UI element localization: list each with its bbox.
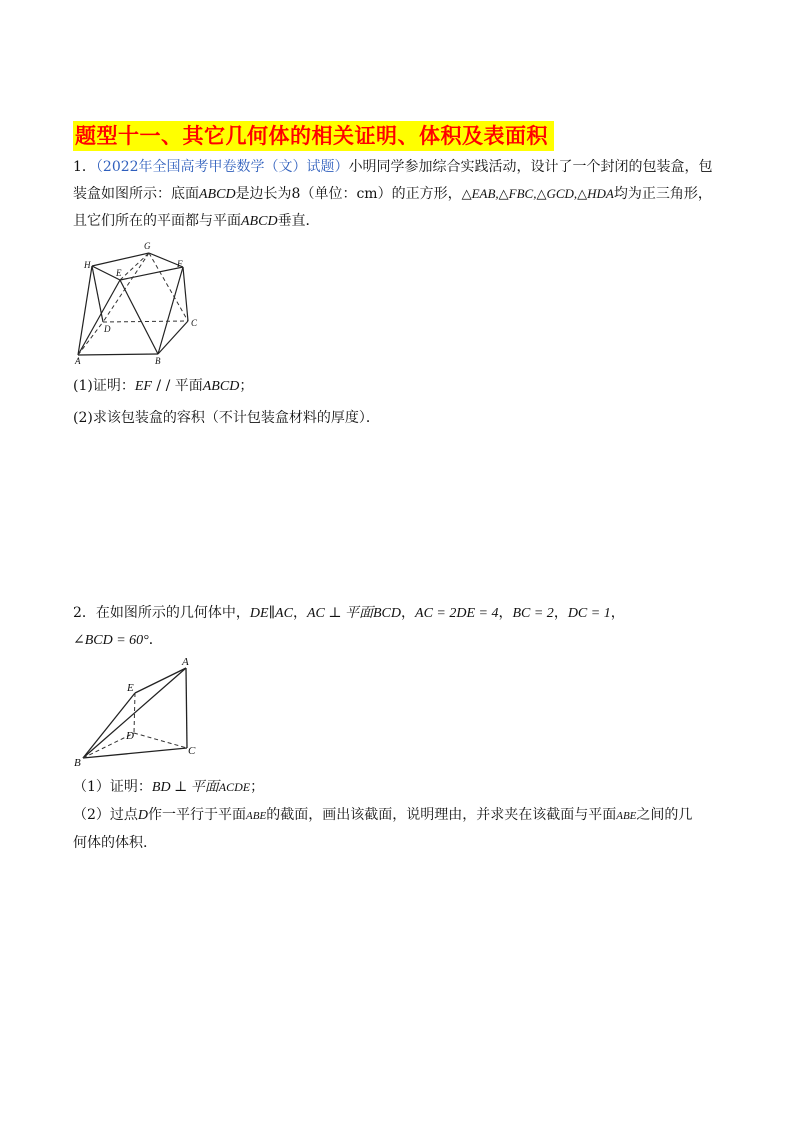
problem2-q2-line2: 何体的体积. — [73, 835, 148, 851]
problem2-q2-abe: ABE — [246, 810, 267, 822]
p1-label-c: C — [191, 318, 198, 328]
problem2-number: 2． — [73, 605, 96, 621]
p1-label-a: A — [75, 356, 81, 366]
p1-label-h: H — [84, 260, 91, 270]
problem1-math-triangles: △EAB,△FBC,△GCD,△HDA — [461, 186, 614, 201]
problem2-sep: ， — [292, 605, 307, 621]
problem2-q2-d: D — [137, 808, 149, 823]
problem1-figure — [73, 238, 208, 366]
problem1-line3-text-a: 且它们所在的平面都与平面 — [73, 213, 241, 229]
problem1-math-abcd: ABCD — [199, 187, 236, 202]
problem2-q2-abe-2: ABE — [616, 810, 637, 822]
problem2-sep: ， — [610, 605, 625, 621]
p2-label-d: D — [126, 730, 134, 742]
problem1-math-abcd-2: ABCD — [241, 214, 278, 229]
problem1-q1 — [73, 377, 253, 396]
problem2-end: ． — [148, 632, 163, 648]
problem1-text: 小明同学参加综合实践活动，设计了一个封闭的包装盒，包 — [348, 159, 713, 175]
problem1-line2-text-b: 是边长为8（单位：cm）的正方形， — [235, 186, 462, 202]
problem1-q1-abcd: ABCD — [202, 379, 240, 394]
p1-label-g: G — [144, 241, 151, 251]
p1-label-b: B — [155, 356, 161, 366]
problem1-q1-text-b: / / 平面 — [151, 378, 203, 394]
problem2-cond-ac-perp: AC ⊥ 平面BCD — [306, 606, 402, 621]
problem1-line3 — [73, 212, 320, 231]
problem2-q1 — [73, 778, 264, 797]
p1-label-e: E — [116, 268, 122, 278]
problem2-cond-bc: BC = 2 — [512, 606, 554, 621]
p1-label-d: D — [104, 324, 111, 334]
problem2-q1-text-a: （1）证明： — [73, 779, 152, 795]
p2-label-c: C — [188, 745, 196, 757]
problem1-line2-text-a: 装盒如图所示：底面 — [73, 186, 199, 202]
p2-label-b: B — [74, 757, 81, 769]
problem2-angle: ∠BCD = 60° — [73, 633, 149, 648]
problem1-q1-text-a: (1)证明： — [73, 378, 135, 394]
problem1-q2: (2)求该包装盒的容积（不计包装盒材料的厚度）． — [73, 410, 380, 426]
problem2-q2-text-c: 的截面，画出该截面，说明理由，并求夹在该截面与平面 — [266, 807, 617, 823]
p2-label-a: A — [182, 656, 189, 668]
problem2-q1-bd-perp: BD ⊥ 平面 — [151, 780, 219, 795]
problem1-source: （2022年全国高考甲卷数学（文）试题） — [95, 159, 349, 175]
problem2-figure — [73, 655, 203, 770]
problem2-cond-dc: DC = 1 — [567, 606, 611, 621]
problem2-q2-text-b: 作一平行于平面 — [148, 807, 247, 823]
p2-label-e: E — [127, 682, 134, 694]
problem2-q2 — [73, 806, 692, 825]
problem2-text: 在如图所示的几何体中， — [95, 605, 250, 621]
problem2-sep: ， — [553, 605, 568, 621]
problem2-line1 — [73, 604, 625, 623]
problem1-line2-text-c: 均为正三角形， — [613, 186, 712, 202]
problem1-line2 — [73, 185, 712, 204]
problem1-q1-text-c: ； — [239, 378, 254, 394]
problem1-line3-text-b: 垂直． — [277, 213, 320, 229]
problem1-q1-ef: EF — [134, 379, 152, 394]
problem2-q1-acde: ACDE — [218, 780, 251, 794]
problem2-line2 — [73, 631, 163, 650]
problem1-number: 1． — [73, 159, 96, 175]
problem2-sep: ， — [498, 605, 513, 621]
problem2-cond-de-parallel-ac: DE∥AC — [249, 606, 293, 621]
problem2-q1-text-b: ； — [250, 779, 265, 795]
section-title: 题型十一、其它几何体的相关证明、体积及表面积 — [73, 121, 554, 151]
problem2-sep: ， — [401, 605, 416, 621]
problem2-cond-ac-length: AC = 2DE = 4 — [415, 606, 499, 621]
problem2-q2-text-a: （2）过点 — [73, 807, 138, 823]
problem1-line1 — [73, 158, 713, 176]
problem2-q2-text-d: 之间的几 — [636, 807, 693, 823]
p1-label-f: F — [177, 259, 183, 269]
